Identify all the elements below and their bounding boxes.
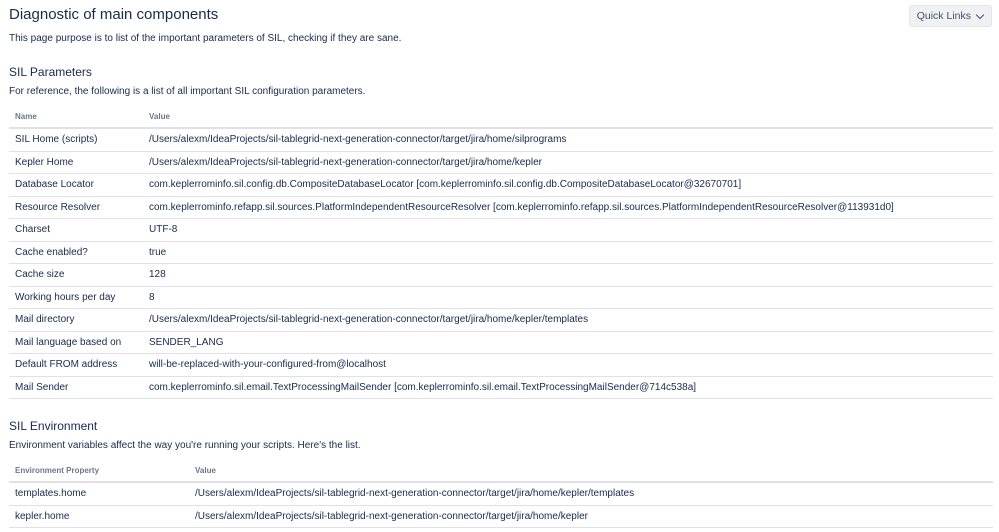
table-row	[9, 286, 993, 309]
table-row	[9, 482, 993, 505]
param-name: Default FROM address	[9, 354, 143, 377]
table-row	[9, 219, 993, 242]
param-value: SENDER_LANG	[143, 331, 993, 354]
column-header-name: Name	[9, 105, 143, 128]
param-value: com.keplerrominfo.refapp.sil.sources.PlatformIndependentResourceResolver [com.keplerrominfo.refapp.sil.sources.PlatformIndependentResourceResolver@113931d0]	[143, 196, 993, 219]
env-property-value: /Users/alexm/IdeaProjects/sil-tablegrid-next-generation-connector/target/jira/home/kepler/templates	[189, 482, 993, 505]
sil-environment-table	[9, 459, 993, 528]
param-value: /Users/alexm/IdeaProjects/sil-tablegrid-next-generation-connector/target/jira/home/kepler/templates	[143, 309, 993, 332]
table-row	[9, 309, 993, 332]
sil-parameters-title: SIL Parameters	[9, 65, 92, 79]
sil-environment-description: Environment variables affect the way you're running your scripts. Here's the list.	[9, 440, 361, 451]
param-name: SIL Home (scripts)	[9, 128, 143, 151]
env-property-name: templates.home	[9, 482, 189, 505]
param-value: UTF-8	[143, 219, 993, 242]
table-row	[9, 331, 993, 354]
param-value: com.keplerrominfo.sil.config.db.CompositeDatabaseLocator [com.keplerrominfo.sil.config.db.CompositeDatabaseLocator@32670701]	[143, 174, 993, 197]
param-value: 128	[143, 264, 993, 287]
param-value: 8	[143, 286, 993, 309]
param-name: Database Locator	[9, 174, 143, 197]
table-row	[9, 151, 993, 174]
env-property-value: /Users/alexm/IdeaProjects/sil-tablegrid-next-generation-connector/target/jira/home/kepler	[189, 505, 993, 528]
param-name: Mail directory	[9, 309, 143, 332]
table-header-row	[9, 105, 993, 128]
table-row	[9, 128, 993, 151]
param-value: true	[143, 241, 993, 264]
sil-environment-title: SIL Environment	[9, 419, 98, 433]
quick-links-button[interactable]	[909, 5, 992, 27]
table-header-row	[9, 459, 993, 482]
table-row	[9, 376, 993, 399]
param-value: will-be-replaced-with-your-configured-from@localhost	[143, 354, 993, 377]
quick-links-label: Quick Links	[916, 10, 971, 22]
param-value: /Users/alexm/IdeaProjects/sil-tablegrid-next-generation-connector/target/jira/home/silprograms	[143, 128, 993, 151]
param-name: Resource Resolver	[9, 196, 143, 219]
param-name: Kepler Home	[9, 151, 143, 174]
table-row	[9, 174, 993, 197]
table-row	[9, 505, 993, 528]
chevron-down-icon	[976, 10, 984, 18]
table-row	[9, 196, 993, 219]
table-row	[9, 241, 993, 264]
env-property-name: kepler.home	[9, 505, 189, 528]
sil-parameters-table	[9, 105, 993, 399]
param-name: Charset	[9, 219, 143, 242]
page-intro: This page purpose is to list of the important parameters of SIL, checking if they are sane.	[9, 33, 402, 44]
param-name: Working hours per day	[9, 286, 143, 309]
param-name: Mail language based on	[9, 331, 143, 354]
table-row	[9, 264, 993, 287]
column-header-value: Value	[189, 459, 993, 482]
param-name: Cache size	[9, 264, 143, 287]
param-value: com.keplerrominfo.sil.email.TextProcessingMailSender [com.keplerrominfo.sil.email.TextProcessingMailSender@714c538a]	[143, 376, 993, 399]
param-value: /Users/alexm/IdeaProjects/sil-tablegrid-next-generation-connector/target/jira/home/kepler	[143, 151, 993, 174]
table-row	[9, 354, 993, 377]
column-header-value: Value	[143, 105, 993, 128]
param-name: Cache enabled?	[9, 241, 143, 264]
param-name: Mail Sender	[9, 376, 143, 399]
column-header-environment-property: Environment Property	[9, 459, 189, 482]
page-title: Diagnostic of main components	[9, 6, 219, 23]
sil-parameters-description: For reference, the following is a list of all important SIL configuration parameters.	[9, 86, 366, 97]
